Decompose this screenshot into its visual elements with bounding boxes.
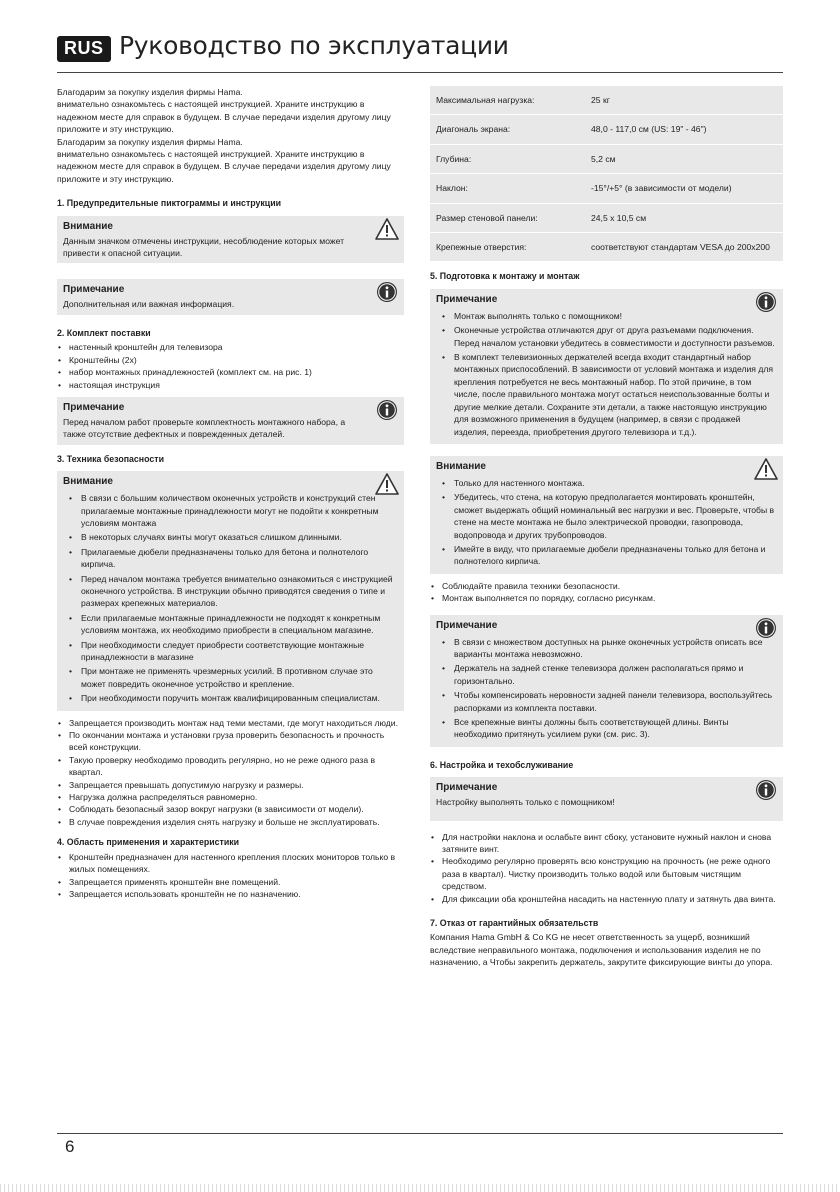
list-item: • Такую проверку необходимо проводить регулярно, но не реже одного раза в квартал. xyxy=(57,754,404,779)
note-title: Примечание xyxy=(436,782,498,794)
list-item: • Запрещается производить монтаж над теми местами, где могут находиться люди. xyxy=(57,717,404,729)
right-column xyxy=(430,86,783,969)
table-row xyxy=(430,233,783,262)
list-item: • В некоторых случаях винты могут оказаться слишком длинными. xyxy=(63,531,398,543)
list-item: • В случае повреждения изделия снять нагрузку и больше не эксплуатировать. xyxy=(57,816,404,828)
list-item: • набор монтажных принадлежностей (комплект см. на рис. 1) xyxy=(57,366,404,378)
warning-triangle-icon xyxy=(375,218,399,240)
list-item: • В комплект телевизионных держателей всегда входит стандартный набор монтажных приспособлений. В зависимости от условий монтажа и изделия для крепления потребуется не весь монтажный набор. По этой причине, в том числе, после правильного монтажа могут остаться неиспользованные болты и другие мелкие детали. Сохраните эти детали, а также настоящую инструкцию для возможного применения в будущем (например, в связи с продажей изделия, переезда, приобретения другого телевизора и т.д.). xyxy=(436,351,777,438)
table-row xyxy=(430,115,783,144)
note-text: Перед началом работ проверьте комплектность монтажного набора, а также отсутствие дефектных и поврежденных деталей. xyxy=(63,416,346,440)
list-item: • настоящая инструкция xyxy=(57,379,404,391)
spec-key: Глубина: xyxy=(430,144,585,173)
table-row xyxy=(430,86,783,115)
section-title-safety: 3. Техника безопасности xyxy=(57,453,164,464)
warning-box xyxy=(57,471,404,711)
list-item: • Прилагаемые дюбели предназначены только для бетона и полнотелого кирпича. xyxy=(63,546,398,571)
usage-list xyxy=(57,851,404,901)
list-item: • настенный кронштейн для телевизора xyxy=(57,341,404,353)
list-item: • Необходимо регулярно проверять всю конструкцию на прочность (не реже одного раза в квартал). Чистку производить только водой или бытовым чистящим средством. xyxy=(430,855,783,892)
intro xyxy=(57,86,404,185)
intro-paragraph: внимательно ознакомьтесь с настоящей инструкцией. Храните инструкцию в надежном месте для справок в будущем. В случае передачи изделия другому лицу приложите и эту инструкцию. xyxy=(57,99,391,135)
info-icon xyxy=(375,281,399,303)
table-row xyxy=(430,174,783,203)
list-item: • Перед началом монтажа требуется внимательно ознакомиться с инструкцией оконечного устройства. В инструкции обычно приводятся сведения о типе и размерах крепежных материалов. xyxy=(63,573,398,610)
warning-title: Внимание xyxy=(436,460,486,472)
list-item: • При монтаже не применять чрезмерных усилий. В противном случае это может повредить оконечное устройство и крепление. xyxy=(63,665,398,690)
maintenance-list xyxy=(430,831,783,905)
safety-list xyxy=(57,717,404,829)
note-title: Примечание xyxy=(63,284,125,296)
table-row xyxy=(430,203,783,232)
spec-key: Размер стеновой панели: xyxy=(430,203,585,232)
warning-list xyxy=(63,492,398,705)
note-list xyxy=(436,636,777,741)
spec-value: 25 кг xyxy=(585,86,783,115)
spec-key: Диагональ экрана: xyxy=(430,115,585,144)
package-list xyxy=(57,341,404,391)
section-title-usage: 4. Область применения и характеристики xyxy=(57,837,240,848)
list-item: • В связи с большим количеством оконечных устройств и конструкций стен прилагаемые монтажные принадлежности могут не подойти к конкретным условиям монтажа xyxy=(63,492,398,529)
intro-paragraph: Благодарим за покупку изделия фирмы Hama. xyxy=(57,87,243,97)
list-item: • Для настройки наклона и ослабьте винт сбоку, установите нужный наклон и снова затяните винт. xyxy=(430,831,783,856)
list-item: • Запрещается использовать кронштейн не по назначению. xyxy=(57,888,404,900)
spec-value: -15°/+5° (в зависимости от модели) xyxy=(585,174,783,203)
note-text: Дополнительная или важная информация. xyxy=(63,299,235,310)
warning-text: Данным значком отмечены инструкции, несоблюдение которых может привести к опасной ситуации. xyxy=(63,235,345,259)
footer-divider xyxy=(57,1133,783,1134)
list-item: • Для фиксации оба кронштейна насадить на настенную плату и затянуть два винта. xyxy=(430,893,783,905)
list-item: • Запрещается применять кронштейн вне помещений. xyxy=(57,876,404,888)
list-item: • Только для настенного монтажа. xyxy=(436,477,777,489)
spec-value: 24,5 x 10,5 см xyxy=(585,203,783,232)
spec-value: 48,0 - 117,0 см (US: 19" - 46") xyxy=(585,115,783,144)
list-item: • Имейте в виду, что прилагаемые дюбели предназначены только для бетона и полнотелого кирпича. xyxy=(436,543,777,568)
intro-paragraph: внимательно ознакомьтесь с настоящей инструкцией. Храните инструкцию в надежном месте для справок в будущем. В случае передачи изделия другому лицу приложите и эту инструкцию. xyxy=(57,149,391,184)
list-item: • При необходимости поручить монтаж квалифицированным специалистам. xyxy=(63,692,398,704)
list-item: • Соблюдайте правила техники безопасности. xyxy=(430,580,783,592)
left-column xyxy=(57,86,404,900)
spec-table xyxy=(430,86,783,262)
note-box xyxy=(57,397,404,445)
note-text: Настройку выполнять только с помощником! xyxy=(436,797,615,808)
spec-value: 5,2 см xyxy=(585,144,783,173)
page-number: 6 xyxy=(65,1137,75,1156)
list-item: • Оконечные устройства отличаются друг от друга разъемами подключения. Перед началом установки убедитесь в совместимости и доступности разъемов. xyxy=(436,324,777,349)
section-title-mounting: 5. Подготовка к монтажу и монтаж xyxy=(430,271,580,282)
info-icon xyxy=(754,779,778,801)
spec-key: Наклон: xyxy=(430,174,585,203)
warning-box xyxy=(57,216,404,264)
table-row xyxy=(430,144,783,173)
page-title: Руководство по эксплуатации xyxy=(119,31,509,60)
warning-list xyxy=(436,477,777,568)
section-title-package: 2. Комплект поставки xyxy=(57,327,151,338)
note-box xyxy=(430,777,783,820)
list-item: • В связи с множеством доступных на рынке оконечных устройств описать все варианты монтажа невозможно. xyxy=(436,636,777,661)
section-title-pictograms: 1. Предупредительные пиктограммы и инструкции xyxy=(57,198,282,209)
info-icon xyxy=(375,399,399,421)
list-item: • Чтобы компенсировать неровности задней панели телевизора, воспользуйтесь распорками из комплекта поставки. xyxy=(436,689,777,714)
header-divider xyxy=(57,72,783,73)
list-item: • Убедитесь, что стена, на которую предполагается монтировать кронштейн, сможет выдержать общий номинальный вес нагрузки и вес. Проверьте, чтобы в стене на месте монтажа не было электрической проводки, газопровода, водопровода и других трубопроводов. xyxy=(436,491,777,541)
warning-box xyxy=(430,456,783,574)
list-item: • Держатель на задней стенке телевизора должен располагаться прямо и горизонтально. xyxy=(436,662,777,687)
list-item: • Монтаж выполняется по порядку, согласно рисункам. xyxy=(430,592,783,604)
intro-paragraph: Благодарим за покупку изделия фирмы Hama. xyxy=(57,136,243,147)
list-item: • Запрещается превышать допустимую нагрузку и размеры. xyxy=(57,779,404,791)
language-badge: RUS xyxy=(57,36,111,62)
note-box xyxy=(430,615,783,747)
list-item: • Все крепежные винты должны быть соответствующей длины. Винты необходимо притянуть усилием руки (см. рис. 3). xyxy=(436,716,777,741)
note-box xyxy=(57,279,404,314)
warranty-text: Компания Hama GmbH & Co KG не несет ответственность за ущерб, возникший вследствие неправильного монтажа, подключения и использования изделия не по назначению, а Чтобы закрепить держатель, закрутите фиксирующие винты до упора. xyxy=(430,932,773,968)
spec-value: соответствуют стандартам VESA до 200x200 xyxy=(585,233,783,262)
list-item: • Кронштейны (2x) xyxy=(57,354,404,366)
note-title: Примечание xyxy=(63,401,125,413)
note-box xyxy=(430,289,783,444)
warning-title: Внимание xyxy=(63,220,113,232)
list-item: • Кронштейн предназначен для настенного крепления плоских мониторов только в жилых помещениях. xyxy=(57,851,404,876)
list-item: • Если прилагаемые монтажные принадлежности не подходят к конкретным условиям монтажа, их необходимо приобрести в специальном магазине. xyxy=(63,612,398,637)
list-item: • Соблюдать безопасный зазор вокруг нагрузки (в зависимости от модели). xyxy=(57,803,404,815)
list-item: • При необходимости следует приобрести соответствующие монтажные принадлежности в магазине xyxy=(63,639,398,664)
page-header xyxy=(57,30,783,76)
spec-key: Крепежные отверстия: xyxy=(430,233,585,262)
list-item: • По окончании монтажа и установки груза проверить безопасность и прочность всей конструкции. xyxy=(57,729,404,754)
warning-title: Внимание xyxy=(63,476,113,488)
list-item: • Нагрузка должна распределяться равномерно. xyxy=(57,791,404,803)
note-title: Примечание xyxy=(436,293,498,305)
section-title-warranty: 7. Отказ от гарантийных обязательств xyxy=(430,918,599,929)
crop-marks xyxy=(0,1184,840,1192)
mounting-list xyxy=(430,580,783,605)
section-title-maintenance: 6. Настройка и техобслуживание xyxy=(430,759,574,770)
list-item: • Монтаж выполнять только с помощником! xyxy=(436,310,777,322)
note-title: Примечание xyxy=(436,619,498,631)
spec-key: Максимальная нагрузка: xyxy=(430,86,585,115)
note-list xyxy=(436,310,777,438)
